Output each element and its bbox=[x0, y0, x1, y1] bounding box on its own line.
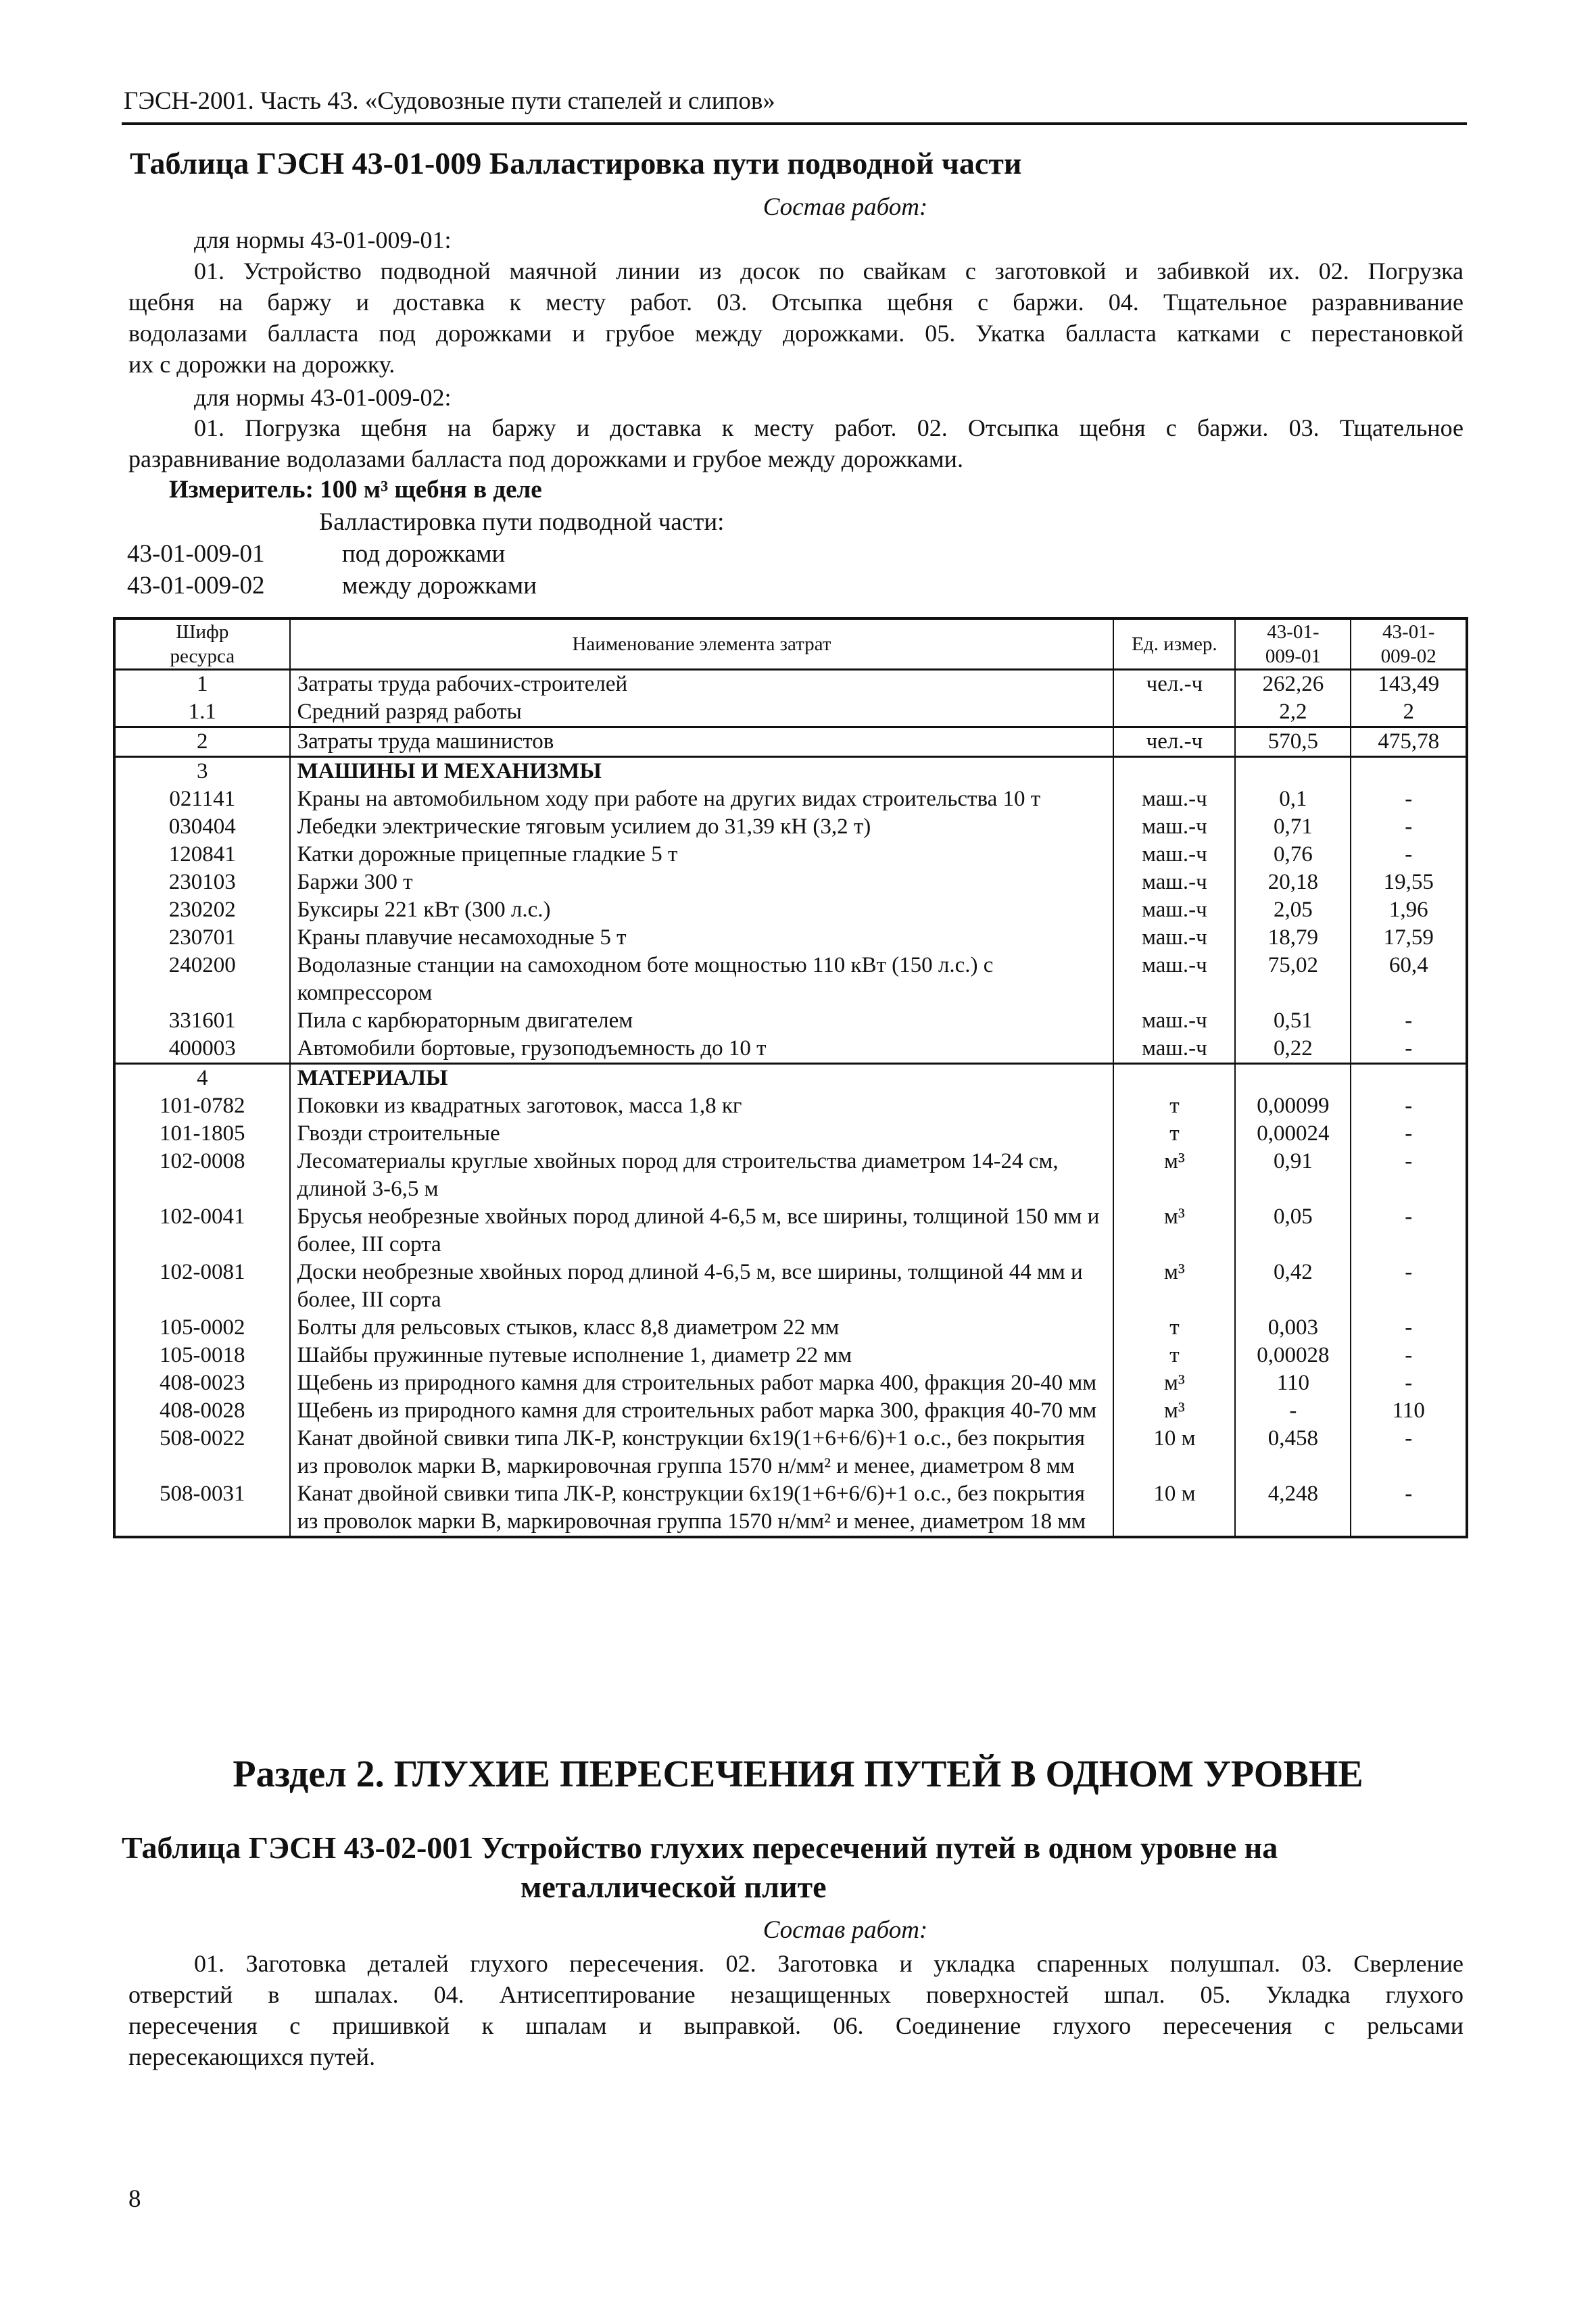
table-row bbox=[114, 698, 1467, 727]
resource-unit bbox=[1113, 757, 1235, 786]
resource-name: Щебень из природного камня для строительных работ марка 300, фракция 40-70 мм bbox=[290, 1397, 1114, 1425]
resource-unit: м³ bbox=[1113, 1369, 1235, 1397]
norm1-value: 0,1 bbox=[1235, 785, 1351, 813]
resource-unit: маш.-ч bbox=[1113, 785, 1235, 813]
resource-name: МАШИНЫ И МЕХАНИЗМЫ bbox=[290, 757, 1114, 786]
table-row bbox=[114, 1314, 1467, 1342]
norm1-value: 4,248 bbox=[1235, 1480, 1351, 1537]
resource-name: Канат двойной свивки типа ЛК-Р, конструкции 6х19(1+6+6/6)+1 о.с., без покрытия из проволок марки В, маркировочная группа 1570 н/мм² и менее, диаметром 8 мм bbox=[290, 1425, 1114, 1480]
resource-code: 3 bbox=[114, 757, 290, 786]
resource-code: 105-0018 bbox=[114, 1342, 290, 1369]
col-unit-header: Ед. измер. bbox=[1113, 618, 1235, 670]
norm2-value: - bbox=[1351, 841, 1467, 869]
header-rule bbox=[122, 122, 1467, 125]
resource-unit: маш.-ч bbox=[1113, 924, 1235, 952]
resource-unit: маш.-ч bbox=[1113, 869, 1235, 896]
resource-code: 101-0782 bbox=[114, 1092, 290, 1120]
resource-unit: маш.-ч bbox=[1113, 896, 1235, 924]
table-row bbox=[114, 841, 1467, 869]
composition-label-2: Состав работ: bbox=[763, 1916, 928, 1944]
norm2-value bbox=[1351, 757, 1467, 786]
resource-code: 4 bbox=[114, 1064, 290, 1093]
table-row bbox=[114, 1425, 1467, 1480]
norm1-value: 0,22 bbox=[1235, 1035, 1351, 1064]
col-norm2-header: 43-01- 009-02 bbox=[1351, 618, 1467, 670]
norm2-description: 01. Погрузка щебня на баржу и доставка к месту работ. 02. Отсыпка щебня с баржи. 03. Тщательное разравнивание водолазами балласта под дорожками и грубое между дорожками. bbox=[128, 414, 1464, 472]
table-row bbox=[114, 1120, 1467, 1148]
resource-code: 2 bbox=[114, 727, 290, 757]
norm2-value: - bbox=[1351, 1480, 1467, 1537]
resource-code: 102-0008 bbox=[114, 1148, 290, 1203]
norm1-value: 262,26 bbox=[1235, 670, 1351, 699]
norm1-value: 2,05 bbox=[1235, 896, 1351, 924]
table-row bbox=[114, 727, 1467, 757]
norm2-value: - bbox=[1351, 1425, 1467, 1480]
table-row bbox=[114, 896, 1467, 924]
table-row bbox=[114, 952, 1467, 1007]
resource-unit: 10 м bbox=[1113, 1425, 1235, 1480]
table-row bbox=[114, 1259, 1467, 1314]
norm2-value bbox=[1351, 1064, 1467, 1093]
resource-code: 400003 bbox=[114, 1035, 290, 1064]
norm1-description: 01. Устройство подводной маячной линии из досок по свайкам с заготовкой и забивкой их. 02. Погрузка щебня на баржу и доставка к месту работ. 03. Отсыпка щебня с баржи. 04. Тщательное разравнивание водолазами балласта под дорожками и грубое между дорожками. 05. Укатка балласта катками с перестановкой их с дорожки на дорожку. bbox=[128, 258, 1464, 378]
resource-table bbox=[113, 617, 1468, 1538]
resource-code: 508-0031 bbox=[114, 1480, 290, 1537]
resource-name: Баржи 300 т bbox=[290, 869, 1114, 896]
norm2-value: - bbox=[1351, 1259, 1467, 1314]
resource-name: МАТЕРИАЛЫ bbox=[290, 1064, 1114, 1093]
resource-code: 021141 bbox=[114, 785, 290, 813]
norm-name-1: под дорожками bbox=[342, 540, 506, 568]
norm2-value: - bbox=[1351, 1369, 1467, 1397]
resource-code: 408-0023 bbox=[114, 1369, 290, 1397]
norm1-value: 0,91 bbox=[1235, 1148, 1351, 1203]
resource-name: Гвозди строительные bbox=[290, 1120, 1114, 1148]
resource-unit: м³ bbox=[1113, 1397, 1235, 1425]
resource-code: 240200 bbox=[114, 952, 290, 1007]
norm2-value: - bbox=[1351, 813, 1467, 841]
resource-name: Брусья необрезные хвойных пород длиной 4-6,5 м, все ширины, толщиной 150 мм и более, III сорта bbox=[290, 1203, 1114, 1259]
resource-code: 101-1805 bbox=[114, 1120, 290, 1148]
resource-name: Болты для рельсовых стыков, класс 8,8 диаметром 22 мм bbox=[290, 1314, 1114, 1342]
resource-name: Шайбы пружинные путевые исполнение 1, диаметр 22 мм bbox=[290, 1342, 1114, 1369]
table-row bbox=[114, 869, 1467, 896]
table-row bbox=[114, 1342, 1467, 1369]
col-norm1-header: 43-01- 009-01 bbox=[1235, 618, 1351, 670]
resource-name: Катки дорожные прицепные гладкие 5 т bbox=[290, 841, 1114, 869]
col-code-header: Шифр ресурса bbox=[114, 618, 290, 670]
norm1-value: 20,18 bbox=[1235, 869, 1351, 896]
resource-unit bbox=[1113, 1064, 1235, 1093]
norm2-value: - bbox=[1351, 1007, 1467, 1035]
resource-name: Лесоматериалы круглые хвойных пород для строительства диаметром 14-24 см, длиной 3-6,5 м bbox=[290, 1148, 1114, 1203]
resource-code: 508-0022 bbox=[114, 1425, 290, 1480]
resource-code: 331601 bbox=[114, 1007, 290, 1035]
table-row bbox=[114, 924, 1467, 952]
norm1-value: 2,2 bbox=[1235, 698, 1351, 727]
norm2-value: 1,96 bbox=[1351, 896, 1467, 924]
group-caption: Балластировка пути подводной части: bbox=[319, 508, 725, 536]
norm1-value: 0,00024 bbox=[1235, 1120, 1351, 1148]
resource-code: 230701 bbox=[114, 924, 290, 952]
norm1-value: 570,5 bbox=[1235, 727, 1351, 757]
table-row bbox=[114, 1092, 1467, 1120]
table-body bbox=[114, 670, 1467, 1538]
resource-name: Водолазные станции на самоходном боте мощностью 110 кВт (150 л.с.) с компрессором bbox=[290, 952, 1114, 1007]
table-row bbox=[114, 1035, 1467, 1064]
norm1-value: 18,79 bbox=[1235, 924, 1351, 952]
norm1-value bbox=[1235, 757, 1351, 786]
resource-name: Затраты труда рабочих-строителей bbox=[290, 670, 1114, 699]
table-row bbox=[114, 1397, 1467, 1425]
norm2-value: - bbox=[1351, 1035, 1467, 1064]
norm1-value: 0,76 bbox=[1235, 841, 1351, 869]
resource-name: Доски необрезные хвойных пород длиной 4-6,5 м, все ширины, толщиной 44 мм и более, III сорта bbox=[290, 1259, 1114, 1314]
resource-unit bbox=[1113, 698, 1235, 727]
resource-code: 230202 bbox=[114, 896, 290, 924]
norm2-value: - bbox=[1351, 1314, 1467, 1342]
resource-name: Поковки из квадратных заготовок, масса 1,8 кг bbox=[290, 1092, 1114, 1120]
norm2-value: - bbox=[1351, 785, 1467, 813]
norm1-value: - bbox=[1235, 1397, 1351, 1425]
resource-name: Лебедки электрические тяговым усилием до 31,39 кН (3,2 т) bbox=[290, 813, 1114, 841]
resource-code: 102-0081 bbox=[114, 1259, 290, 1314]
norm-name-2: между дорожками bbox=[342, 572, 537, 600]
norm2-value: 110 bbox=[1351, 1397, 1467, 1425]
table-row bbox=[114, 785, 1467, 813]
resource-unit: чел.-ч bbox=[1113, 670, 1235, 699]
resource-unit: т bbox=[1113, 1120, 1235, 1148]
norm1-value: 0,05 bbox=[1235, 1203, 1351, 1259]
resource-name: Краны на автомобильном ходу при работе на других видах строительства 10 т bbox=[290, 785, 1114, 813]
section-title: Раздел 2. ГЛУХИЕ ПЕРЕСЕЧЕНИЯ ПУТЕЙ В ОДНОМ УРОВНЕ bbox=[233, 1753, 1363, 1795]
resource-name: Щебень из природного камня для строительных работ марка 400, фракция 20-40 мм bbox=[290, 1369, 1114, 1397]
norm1-value bbox=[1235, 1064, 1351, 1093]
table-row bbox=[114, 1480, 1467, 1537]
norm2-value: 2 bbox=[1351, 698, 1467, 727]
norm2-value: - bbox=[1351, 1120, 1467, 1148]
table-row bbox=[114, 813, 1467, 841]
norm2-label: для нормы 43-01-009-02: bbox=[194, 384, 452, 411]
norm1-value: 0,00099 bbox=[1235, 1092, 1351, 1120]
table-row bbox=[114, 1064, 1467, 1093]
resource-unit: маш.-ч bbox=[1113, 1007, 1235, 1035]
resource-name: Буксиры 221 кВт (300 л.с.) bbox=[290, 896, 1114, 924]
resource-name: Краны плавучие несамоходные 5 т bbox=[290, 924, 1114, 952]
col-name-header: Наименование элемента затрат bbox=[290, 618, 1114, 670]
norm2-value: 143,49 bbox=[1351, 670, 1467, 699]
resource-unit: т bbox=[1113, 1342, 1235, 1369]
table-row bbox=[114, 670, 1467, 699]
norm1-value: 75,02 bbox=[1235, 952, 1351, 1007]
resource-unit: маш.-ч bbox=[1113, 1035, 1235, 1064]
resource-unit: 10 м bbox=[1113, 1480, 1235, 1537]
resource-unit: маш.-ч bbox=[1113, 813, 1235, 841]
norm2-value: - bbox=[1351, 1203, 1467, 1259]
resource-unit: м³ bbox=[1113, 1203, 1235, 1259]
norm1-value: 0,42 bbox=[1235, 1259, 1351, 1314]
running-header: ГЭСН-2001. Часть 43. «Судовозные пути стапелей и слипов» bbox=[124, 87, 775, 115]
norm2-value: 60,4 bbox=[1351, 952, 1467, 1007]
resource-name: Пила с карбюраторным двигателем bbox=[290, 1007, 1114, 1035]
resource-code: 230103 bbox=[114, 869, 290, 896]
composition-label: Состав работ: bbox=[763, 193, 928, 221]
section2-description: 01. Заготовка деталей глухого пересечения. 02. Заготовка и укладка спаренных полушпал. 03. Сверление отверстий в шпалах. 04. Антисептирование незащищенных поверхностей шпал. 05. Укладка глухого пересечения с пришивкой к шпалам и выправкой. 06. Соединение глухого пересечения с рельсами пересекающихся путей. bbox=[128, 1950, 1464, 2070]
resource-name: Канат двойной свивки типа ЛК-Р, конструкции 6х19(1+6+6/6)+1 о.с., без покрытия из проволок марки В, маркировочная группа 1570 н/мм² и менее, диаметром 18 мм bbox=[290, 1480, 1114, 1537]
resource-code: 1 bbox=[114, 670, 290, 699]
resource-code: 102-0041 bbox=[114, 1203, 290, 1259]
resource-unit: м³ bbox=[1113, 1259, 1235, 1314]
norm2-value: - bbox=[1351, 1342, 1467, 1369]
page-number: 8 bbox=[128, 2185, 141, 2213]
resource-name: Затраты труда машинистов bbox=[290, 727, 1114, 757]
table-row bbox=[114, 1148, 1467, 1203]
resource-unit: чел.-ч bbox=[1113, 727, 1235, 757]
table-row bbox=[114, 757, 1467, 786]
resource-code: 1.1 bbox=[114, 698, 290, 727]
norm1-value: 0,71 bbox=[1235, 813, 1351, 841]
norm2-value: - bbox=[1351, 1148, 1467, 1203]
resource-code: 105-0002 bbox=[114, 1314, 290, 1342]
table-title: Таблица ГЭСН 43-01-009 Балластировка пути подводной части bbox=[130, 146, 1022, 180]
resource-unit: м³ bbox=[1113, 1148, 1235, 1203]
norm1-value: 0,003 bbox=[1235, 1314, 1351, 1342]
norm1-label: для нормы 43-01-009-01: bbox=[194, 226, 452, 253]
table-row bbox=[114, 1369, 1467, 1397]
resource-code: 030404 bbox=[114, 813, 290, 841]
norm1-value: 0,51 bbox=[1235, 1007, 1351, 1035]
resource-unit: маш.-ч bbox=[1113, 841, 1235, 869]
table-header-row bbox=[114, 618, 1467, 670]
norm2-value: 19,55 bbox=[1351, 869, 1467, 896]
table-row bbox=[114, 1007, 1467, 1035]
resource-name: Автомобили бортовые, грузоподъемность до 10 т bbox=[290, 1035, 1114, 1064]
norm2-value: 475,78 bbox=[1351, 727, 1467, 757]
resource-unit: т bbox=[1113, 1092, 1235, 1120]
norm2-value: 17,59 bbox=[1351, 924, 1467, 952]
norm1-value: 0,00028 bbox=[1235, 1342, 1351, 1369]
norm2-value: - bbox=[1351, 1092, 1467, 1120]
resource-unit: маш.-ч bbox=[1113, 952, 1235, 1007]
norm1-value: 110 bbox=[1235, 1369, 1351, 1397]
resource-unit: т bbox=[1113, 1314, 1235, 1342]
table2-title: Таблица ГЭСН 43-02-001 Устройство глухих пересечений путей в одном уровне на металлической плите bbox=[122, 1830, 1278, 1904]
resource-code: 408-0028 bbox=[114, 1397, 290, 1425]
norm-code-2: 43-01-009-02 bbox=[127, 572, 265, 600]
resource-name: Средний разряд работы bbox=[290, 698, 1114, 727]
meter-line: Измеритель: 100 м³ щебня в деле bbox=[169, 476, 542, 504]
table-row bbox=[114, 1203, 1467, 1259]
norm1-value: 0,458 bbox=[1235, 1425, 1351, 1480]
resource-code: 120841 bbox=[114, 841, 290, 869]
norm-code-1: 43-01-009-01 bbox=[127, 540, 265, 568]
